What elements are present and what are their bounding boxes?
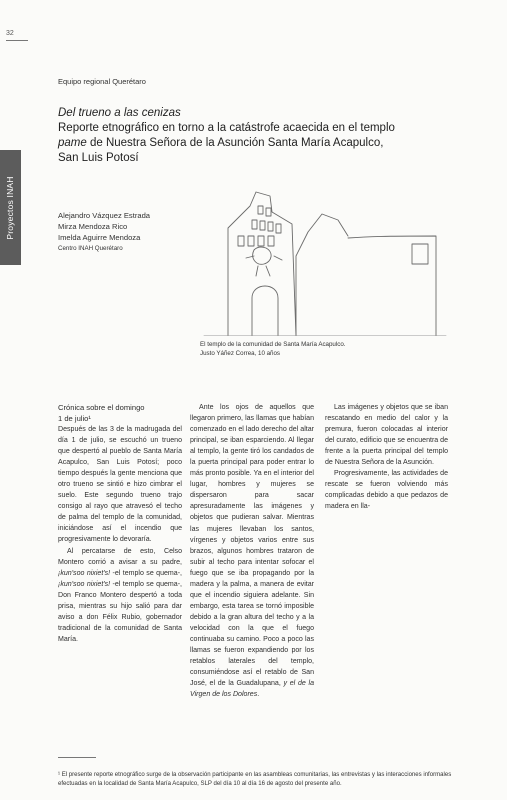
text-column-3: [325, 402, 448, 512]
drawing-window: [238, 236, 244, 246]
footnote: ¹ El presente reporte etnográfico surge de la observación participante en las asambleas comunitarias, las entrevistas y las interacciones informales efectuadas en la localidad de Santa María Acapulco, SLP del día 10 al día 16 de agosto del presente año.: [58, 772, 452, 787]
drawing-window: [268, 222, 273, 231]
drawing-window: [276, 224, 281, 233]
author-name: Imelda Aguirre Mendoza: [58, 233, 141, 242]
caption-line-2: Justo Yáñez Correa, 10 años: [200, 350, 281, 357]
drawing-door: [252, 286, 278, 336]
drawing-window: [266, 208, 271, 216]
title-pame: pame: [58, 137, 87, 149]
figure-caption: [200, 340, 450, 358]
drawing-window: [248, 236, 254, 246]
drawing-window: [258, 236, 264, 246]
paragraph: Ante los ojos de aquellos que llegaron primero, las llamas que habían comenzado en el lado derecho del altar principal, se iban esparciendo. Al llegar al templo, la gente tiró los candados de la puerta principal para poder entrar lo más pronto posible. Ya en el interior del lugar, hombres y mujeres se dispersaron para sacar apresuradamente las imágenes y objetos que pudieran salvar. Mientras las mujeres llevaban los santos, vírgenes y objetos varios entre sus brazos, algunos hombres trataron de subir al techo para intentar sofocar el fuego que se iba propagando por la madera y la palma, a manera de evitar que el incendio siguiera adelante. Sin embargo, esta tarea se tornó imposible debido a la gran altura del techo y a la velocidad con la que el fuego continuaba su camino. Poco a poco las llamas se fueron expandiendo por los retablos laterales del templo, consumiéndose así el retablo de San José, el de la Guadalupana, y el de la Virgen de los Dolores.: [190, 404, 314, 699]
research-group: Equipo regional Querétaro: [58, 77, 146, 86]
caption-line-1: El templo de la comunidad de Santa María Acapulco.: [200, 341, 346, 348]
paragraph: Al percatarse de esto, Celso Montero corrió a avisar a su padre, ¡kun'soo nixiet's! -el templo se quema-, ¡kun'soo nixiet's! -el templo se quema-, Don Franco Montero despertó a toda prisa, mientras su hijo salió para dar aviso a don Félix Rubio, gobernador tradicional de la comunidad de Santa María.: [58, 547, 183, 643]
drawing-nave-roof: [348, 236, 436, 336]
drawing-figure-arms: [246, 256, 282, 276]
title-line-2: Reporte etnográfico en torno a la catástrofe acaecida en el templo: [58, 122, 395, 134]
section-title: Crónica sobre el domingo: [58, 403, 145, 412]
drawing-figure: [253, 247, 271, 264]
article-title: [58, 106, 458, 166]
page-number: 32: [6, 30, 14, 37]
paragraph: Progresivamente, las actividades de rescate se fueron volviendo más complicadas debido a que pedazos de madera en lla-: [325, 470, 448, 511]
text-column-1: [58, 402, 182, 645]
drawing-window: [260, 221, 265, 230]
title-line-4: San Luis Potosí: [58, 152, 139, 164]
text-column-2: [190, 402, 314, 700]
header-rule: [6, 40, 28, 41]
author-name: Alejandro Vázquez Estrada: [58, 211, 151, 220]
side-tab-label: Proyectos INAH: [5, 176, 15, 240]
drawing-facade-top: [296, 214, 348, 336]
title-line-3: [58, 136, 458, 151]
author-name: Mirza Mendoza Rico: [58, 222, 128, 231]
section-title-date: 1 de julio¹: [58, 414, 91, 423]
author-affiliation: Centro INAH Querétaro: [58, 245, 123, 252]
drawing-window: [412, 244, 428, 264]
child-drawing-church: [200, 186, 450, 336]
paragraph: Después de las 3 de la madrugada del día 1 de julio, se escuchó un trueno que despertó al pueblo de Santa María Acapulco, San Luis Potosí; poco tiempo después la gente menciona que otro trueno se sintió e hizo cimbrar el suelo. Este segundo trueno trajo consigo al rayo que atravesó el techo de palma del templo de la comunidad, iniciándose así el incendio que progresivamente lo devoraría.: [58, 426, 182, 544]
title-line-1: Del trueno a las cenizas: [58, 107, 181, 119]
drawing-window: [252, 220, 257, 229]
title-line-3-rest: de Nuestra Señora de la Asunción Santa María Acapulco,: [86, 137, 384, 149]
paragraph: Las imágenes y objetos que se iban rescatando en medio del calor y la premura, fueron colocadas al interior del curato, edificio que se encuentra de frente a la puerta principal del templo de Nuestra Señora de la Asunción.: [325, 404, 449, 467]
drawing-window: [268, 236, 274, 246]
author-list: [58, 210, 150, 254]
footnote-rule: [58, 757, 96, 758]
drawing-window: [258, 206, 263, 214]
